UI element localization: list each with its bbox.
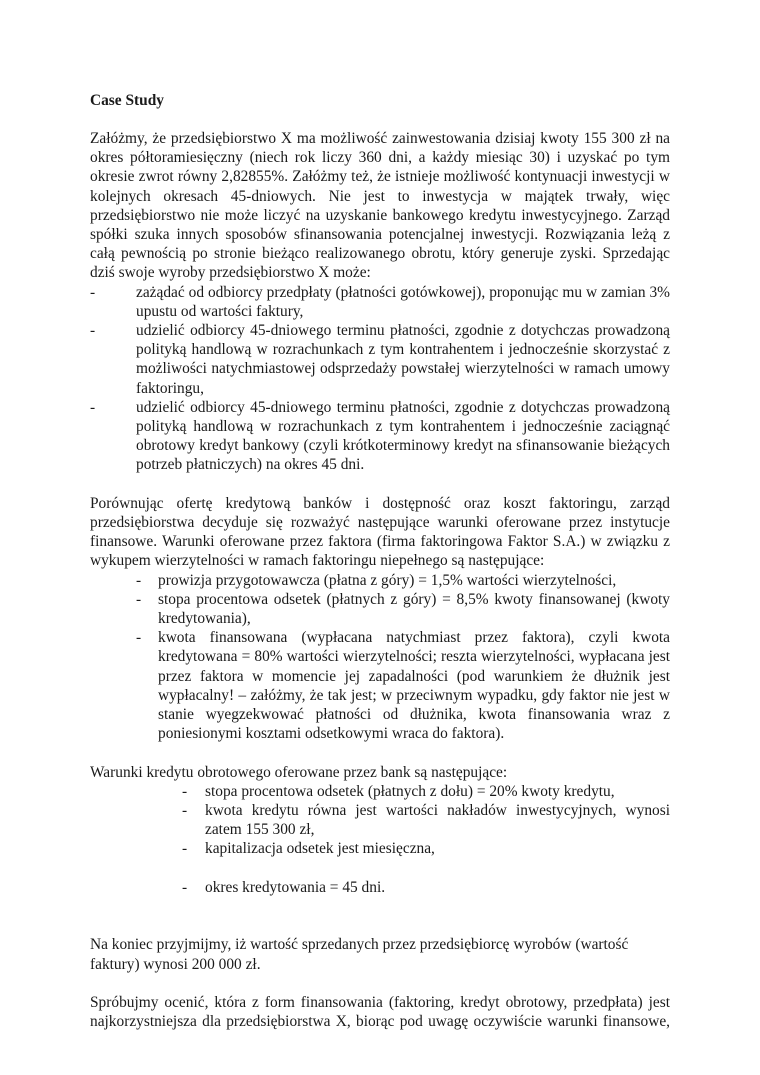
list-item bbox=[90, 283, 670, 321]
dash-bullet: - bbox=[182, 840, 188, 858]
list-item-text: udzielić odbiorcy 45-dniowego terminu płatności, zgodnie z dotychczas prowadzoną polityką handlową w rozrachunkach z tym kontrahentem i jednocześnie skorzystać z możliwości natychmiastowej odsprzedaży powstałej wierzytelności w ramach umowy faktoringu, bbox=[136, 322, 670, 397]
list-item-text: zażądać od odbiorcy przedpłaty (płatności gotówkowej), proponując mu w zamian 3% upustu od wartości faktury, bbox=[136, 283, 670, 320]
dash-bullet: - bbox=[182, 782, 188, 800]
dash-bullet: - bbox=[182, 878, 188, 896]
list-item bbox=[90, 398, 670, 475]
list-item-text: stopa procentowa odsetek (płatnych z dołu) = 20% kwoty kredytu, bbox=[205, 782, 615, 800]
list-item-text: okres kredytowania = 45 dni. bbox=[205, 878, 386, 896]
list-item-text: stopa procentowa odsetek (płatnych z góry) = 8,5% kwoty finansowanej (kwoty kredytowania), bbox=[158, 590, 670, 628]
dash-bullet: - bbox=[136, 590, 142, 608]
options-list bbox=[90, 283, 670, 475]
spacer bbox=[90, 743, 670, 762]
list-item-text: kwota kredytu równa jest wartości nakładów inwestycyjnych, wynosi zatem 155 300 zł, bbox=[205, 802, 670, 839]
list-item bbox=[182, 801, 670, 839]
list-item bbox=[90, 321, 670, 398]
spacer bbox=[90, 475, 670, 494]
credit-paragraph: Warunki kredytu obrotowego oferowane przez bank są następujące: bbox=[90, 763, 508, 781]
list-item-text: kapitalizacja odsetek jest miesięczna, bbox=[205, 840, 435, 858]
list-item-text: udzielić odbiorcy 45-dniowego terminu płatności, zgodnie z dotychczas prowadzoną polityką handlową w rozrachunkach z tym kontrahentem i jednocześnie zaciągnąć obrotowy kredyt bankowy (czyli krótkoterminowy kredyt na sfinansowanie bieżących potrzeb płatniczych) na okres 45 dni. bbox=[136, 398, 670, 474]
document-page bbox=[90, 91, 670, 1031]
list-item-text: prowizja przygotowawcza (płatna z góry) = 1,5% wartości wierzytelności, bbox=[158, 571, 617, 589]
dash-bullet: - bbox=[182, 802, 188, 820]
dash-bullet: - bbox=[90, 283, 96, 301]
dash-bullet: - bbox=[90, 322, 96, 340]
dash-bullet: - bbox=[136, 629, 142, 647]
list-item bbox=[136, 628, 670, 743]
list-item bbox=[136, 571, 670, 590]
credit-terms-list bbox=[90, 782, 670, 897]
dash-bullet: - bbox=[136, 571, 142, 589]
list-item bbox=[182, 782, 670, 801]
list-item-text: kwota finansowana (wypłacana natychmiast przez faktora), czyli kwota kredytowana = 80% wartości wierzytelności; reszta wierzytelności, wypłacana jest przez faktora w momencie jej zapadalności (pod warunkiem że dłużnik jest wypłacalny! – załóżmy, że tak jest; w przeciwnym wypadku, gdy faktor nie jest w stanie wyegzekwować płatności od dłużnika, kwota finansowania wraz z poniesionymi kosztami odsetkowymi wraca do faktora). bbox=[158, 629, 670, 743]
dash-bullet: - bbox=[90, 398, 96, 416]
factoring-terms-list bbox=[90, 571, 670, 744]
intro-paragraph: Załóżmy, że przedsiębiorstwo X ma możliwość zainwestowania dzisiaj kwoty 155 300 zł na okres półtoramiesięczny (niech rok liczy 360 dni, a każdy miesiąc 30) i uzyskać po tym okresie zwrot równy 2,82855%. Załóżmy też, że istnieje możliwość kontynuacji inwestycji w kolejnych okresach 45-dniowych. Nie jest to inwestycja w majątek trwały, więc przedsiębiorstwo nie może liczyć na uzyskanie bankowego kredytu inwestycyjnego. Zarząd spółki szuka innych sposobów sfinansowania potencjalnej inwestycji. Rozwiązania leżą z całą pewnością po stronie bieżąco realizowanego obrotu, który generuje zyski. Sprzedając dziś swoje wyroby przedsiębiorstwo X może: bbox=[90, 130, 670, 282]
list-item bbox=[182, 839, 670, 858]
document-title: Case Study bbox=[90, 92, 164, 109]
factoring-paragraph: Porównując ofertę kredytową banków i dostępność oraz koszt faktoringu, zarząd przedsiębiorstwa decyduje się rozważyć następujące warunki oferowane przez instytucje finansowe. Warunki oferowane przez faktora (firma faktoringowa Faktor S.A.) w związku z wykupem wierzytelności w ramach faktoringu niepełnego są następujące: bbox=[90, 494, 670, 570]
spacer bbox=[90, 974, 670, 993]
spacer bbox=[90, 897, 670, 935]
spacer bbox=[182, 859, 670, 878]
question-paragraph: Spróbujmy ocenić, która z form finansowania (faktoring, kredyt obrotowy, przedpłata) jest najkorzystniejsza dla przedsiębiorstwa X, biorąc pod uwagę oczywiście warunki finansowe, bbox=[90, 994, 670, 1031]
list-item bbox=[136, 590, 670, 628]
list-item bbox=[182, 878, 670, 897]
invoice-paragraph: Na koniec przyjmijmy, iż wartość sprzedanych przez przedsiębiorcę wyrobów (wartość faktury) wynosi 200 000 zł. bbox=[90, 936, 629, 973]
